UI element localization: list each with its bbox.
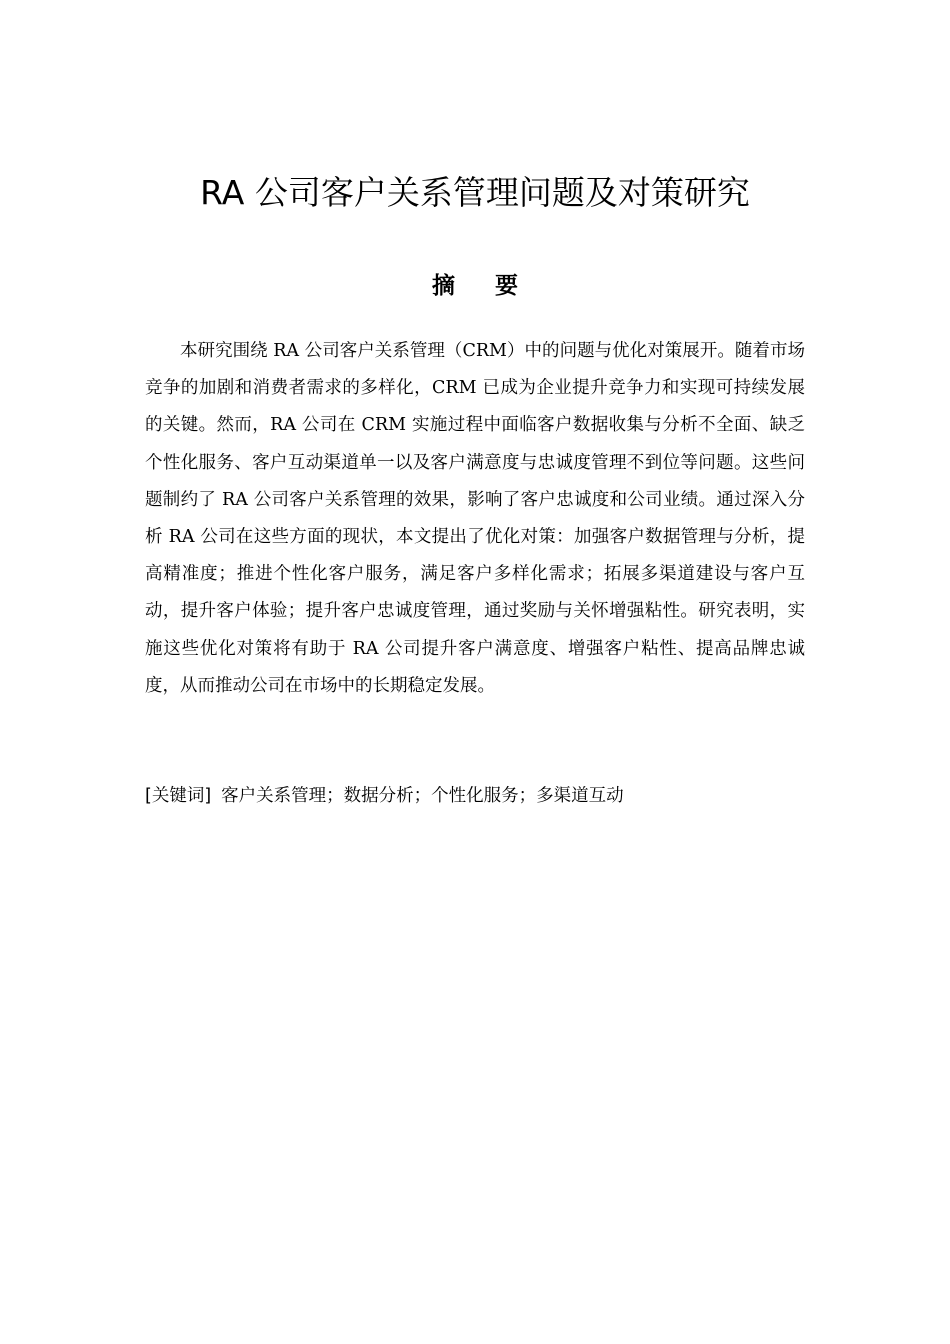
keywords-label: [关键词]: [145, 786, 212, 806]
keywords-line: [145, 778, 805, 814]
abstract-heading: 摘要: [432, 273, 558, 299]
keywords-text: 客户关系管理；数据分析；个性化服务；多渠道互动: [221, 786, 624, 806]
abstract-body: 本研究围绕 RA 公司客户关系管理（CRM）中的问题与优化对策展开。随着市场竞争的加剧和消费者需求的多样化，CRM 已成为企业提升竞争力和实现可持续发展的关键。然而，RA 公司在 CRM 实施过程中面临客户数据收集与分析不全面、缺乏个性化服务、客户互动渠道单一以及客户满意度与忠诚度管理不到位等问题。这些问题制约了 RA 公司客户关系管理的效果，影响了客户忠诚度和公司业绩。通过深入分析 RA 公司在这些方面的现状，本文提出了优化对策：加强客户数据管理与分析，提高精准度；推进个性化客户服务，满足客户多样化需求；拓展多渠道建设与客户互动，提升客户体验；提升客户忠诚度管理，通过奖励与关怀增强粘性。研究表明，实施这些优化对策将有助于 RA 公司提升客户满意度、增强客户粘性、提高品牌忠诚度，从而推动公司在市场中的长期稳定发展。: [145, 341, 805, 696]
document-title: RA 公司客户关系管理问题及对策研究: [200, 173, 750, 212]
